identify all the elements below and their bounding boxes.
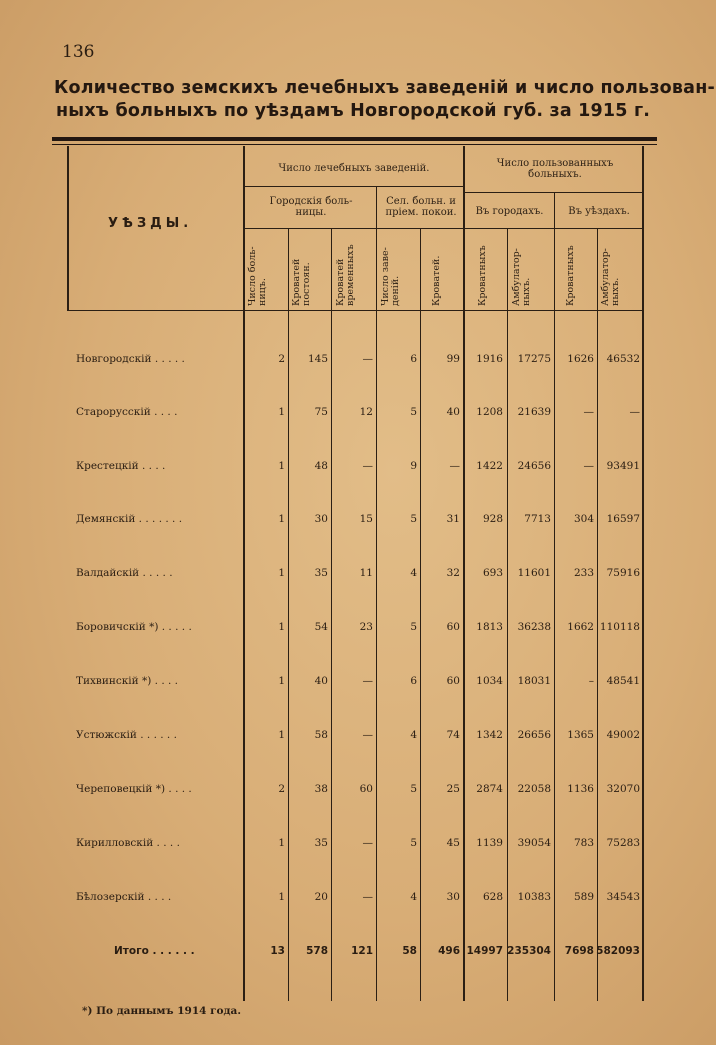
- table-cell: 40: [446, 406, 460, 418]
- table-cell: 58: [314, 729, 328, 741]
- col-header: Амбулатор-ныхъ.: [600, 248, 621, 306]
- uezd-name: Череповецкій *) . . . .: [76, 783, 192, 795]
- table-cell: 6: [410, 353, 417, 365]
- uezd-name: Кирилловскій . . . .: [76, 837, 180, 849]
- table-cell: 496: [438, 945, 460, 957]
- table-cell: —: [583, 406, 594, 418]
- col-divider: [288, 228, 289, 1001]
- table-cell: 1139: [476, 837, 503, 849]
- table-cell: 49002: [606, 729, 640, 741]
- table-cell: —: [583, 460, 594, 472]
- col-header: Кроватныхъ: [477, 245, 488, 306]
- subgroup-divider-1: [376, 186, 377, 1001]
- table-cell: 2: [278, 353, 285, 365]
- table-cell: 1: [278, 567, 285, 579]
- table-cell: —: [449, 460, 460, 472]
- table-cell: 2874: [476, 783, 503, 795]
- table-cell: 1365: [567, 729, 594, 741]
- top-rule: [52, 137, 657, 141]
- table-cell: 32: [446, 567, 460, 579]
- table-cell: 1: [278, 675, 285, 687]
- table-cell: 16597: [606, 513, 640, 525]
- uezd-name: Демянскій . . . . . . .: [76, 513, 183, 525]
- table-cell: —: [362, 891, 373, 903]
- table-cell: 17275: [517, 353, 551, 365]
- table-cell: 74: [446, 729, 460, 741]
- table-cell: 304: [573, 513, 594, 525]
- table-cell: 48541: [606, 675, 640, 687]
- table-cell: 5: [410, 837, 417, 849]
- uezd-name: Крестецкій . . . .: [76, 460, 166, 472]
- table-cell: 1: [278, 891, 285, 903]
- table-cell: 1: [278, 513, 285, 525]
- col-header: Число боль-ницъ.: [247, 246, 268, 306]
- table-cell: 11: [359, 567, 373, 579]
- table-cell: 589: [573, 891, 594, 903]
- table-cell: 1208: [476, 406, 503, 418]
- table-cell: 25: [446, 783, 460, 795]
- table-cell: 12: [359, 406, 373, 418]
- table-cell: —: [362, 729, 373, 741]
- header-bottom-rule: [67, 310, 644, 311]
- table-cell: —: [362, 460, 373, 472]
- uezd-name: Боровичскій *) . . . . .: [76, 621, 192, 633]
- table-cell: 75: [314, 406, 328, 418]
- table-cell: 10383: [517, 891, 551, 903]
- table-cell: 35: [314, 837, 328, 849]
- uezdy-header: УѢЗДЫ.: [108, 216, 193, 231]
- subheader-city-hospitals: Городскія боль-ницы.: [269, 196, 353, 218]
- group-header-institutions: Число лечебныхъ заведеній.: [278, 163, 430, 174]
- table-cell: 693: [482, 567, 503, 579]
- table-cell: 1: [278, 406, 285, 418]
- table-cell: 60: [359, 783, 373, 795]
- col-divider: [597, 228, 598, 1001]
- table-cell: 233: [573, 567, 594, 579]
- table-cell: 14997: [466, 945, 503, 957]
- table-cell: 1662: [567, 621, 594, 633]
- top-rule-thin: [52, 144, 657, 145]
- table-cell: 9: [410, 460, 417, 472]
- table-cell: 20: [314, 891, 328, 903]
- table-cell: 1422: [476, 460, 503, 472]
- uezd-name: Устюжскій . . . . . .: [76, 729, 177, 741]
- table-cell: 1: [278, 460, 285, 472]
- table-cell: —: [362, 675, 373, 687]
- table-cell: 7713: [524, 513, 551, 525]
- col-divider: [420, 228, 421, 1001]
- table-left-border: [67, 146, 69, 311]
- table-cell: 1813: [476, 621, 503, 633]
- table-cell: 4: [410, 729, 417, 741]
- table-cell: 1: [278, 729, 285, 741]
- table-cell: 578: [306, 945, 328, 957]
- uezd-name: Новгородскій . . . . .: [76, 353, 185, 365]
- table-cell: —: [362, 353, 373, 365]
- subheader-rural-hospitals: Сел. больн. и пріем. покои.: [385, 196, 457, 218]
- table-cell: 38: [314, 783, 328, 795]
- table-cell: 1034: [476, 675, 503, 687]
- col-header: Кроватныхъ: [565, 245, 576, 306]
- table-cell: 7698: [564, 945, 594, 957]
- table-cell: 39054: [517, 837, 551, 849]
- col-divider: [331, 228, 332, 1001]
- table-cell: 75283: [606, 837, 640, 849]
- table-cell: 6: [410, 675, 417, 687]
- subheader-in-uezds: Въ уѣздахъ.: [568, 206, 630, 217]
- table-cell: 235304: [507, 945, 551, 957]
- table-cell: 145: [307, 353, 328, 365]
- table-cell: 1626: [567, 353, 594, 365]
- subgroup-divider-2: [554, 192, 555, 1001]
- table-cell: 36238: [517, 621, 551, 633]
- table-cell: 45: [446, 837, 460, 849]
- table-cell: 26656: [517, 729, 551, 741]
- header-rule-1: [245, 186, 463, 187]
- table-cell: 5: [410, 621, 417, 633]
- table-title-line-2: ныхъ больныхъ по уѣздамъ Новгородской губ. за 1915 г.: [56, 101, 651, 121]
- col-header: Амбулатор-ныхъ.: [511, 248, 532, 306]
- page-number: 136: [62, 42, 95, 62]
- table-cell: 93491: [606, 460, 640, 472]
- table-cell: —: [629, 406, 640, 418]
- table-cell: 928: [482, 513, 503, 525]
- table-cell: 60: [446, 675, 460, 687]
- table-cell: 13: [270, 945, 285, 957]
- uezd-name: Старорусскій . . . .: [76, 406, 178, 418]
- table-cell: 5: [410, 513, 417, 525]
- table-cell: 783: [573, 837, 594, 849]
- table-cell: 30: [446, 891, 460, 903]
- table-cell: —: [362, 837, 373, 849]
- total-label: Итого . . . . . .: [114, 945, 195, 957]
- group-header-patients: Число пользованныхъ больныхъ.: [496, 158, 614, 180]
- table-cell: 75916: [606, 567, 640, 579]
- table-cell: –: [588, 675, 594, 687]
- table-cell: 11601: [517, 567, 551, 579]
- table-cell: 54: [314, 621, 328, 633]
- table-cell: 110118: [599, 621, 640, 633]
- table-cell: 1342: [476, 729, 503, 741]
- table-cell: 40: [314, 675, 328, 687]
- table-cell: 31: [446, 513, 460, 525]
- table-cell: 15: [359, 513, 373, 525]
- table-cell: 48: [314, 460, 328, 472]
- table-title-line-1: Количество земскихъ лечебныхъ заведеній и число пользован-: [54, 78, 715, 98]
- table-cell: 2: [278, 783, 285, 795]
- table-cell: 99: [446, 353, 460, 365]
- table-cell: 582093: [596, 945, 640, 957]
- col-header: Кроватей временныхъ: [335, 244, 356, 306]
- header-rule-1b: [465, 192, 642, 193]
- uezd-name: Валдайскій . . . . .: [76, 567, 173, 579]
- table-cell: 35: [314, 567, 328, 579]
- table-cell: 5: [410, 406, 417, 418]
- table-cell: 1136: [567, 783, 594, 795]
- table-cell: 22058: [517, 783, 551, 795]
- table-right-border: [642, 146, 644, 1001]
- table-cell: 21639: [517, 406, 551, 418]
- table-cell: 4: [410, 567, 417, 579]
- subheader-in-cities: Въ городахъ.: [475, 206, 544, 217]
- header-rule-2: [245, 228, 642, 229]
- table-cell: 60: [446, 621, 460, 633]
- table-cell: 30: [314, 513, 328, 525]
- col-header: Число заве-деній.: [380, 247, 401, 306]
- table-cell: 1916: [476, 353, 503, 365]
- table-cell: 121: [351, 945, 373, 957]
- col-header: Кроватей постоян.: [291, 258, 312, 306]
- uezd-name: Тихвинскій *) . . . .: [76, 675, 179, 687]
- table-cell: 46532: [606, 353, 640, 365]
- table-cell: 58: [402, 945, 417, 957]
- table-cell: 32070: [606, 783, 640, 795]
- table-cell: 34543: [606, 891, 640, 903]
- table-cell: 1: [278, 621, 285, 633]
- col-divider: [507, 228, 508, 1001]
- table-cell: 628: [482, 891, 503, 903]
- table-cell: 5: [410, 783, 417, 795]
- uezd-name: Бѣлозерскій . . . .: [76, 891, 172, 903]
- table-cell: 4: [410, 891, 417, 903]
- footnote: *) По даннымъ 1914 года.: [82, 1005, 241, 1017]
- table-cell: 18031: [517, 675, 551, 687]
- col-header: Кроватей.: [431, 255, 442, 306]
- table-cell: 1: [278, 837, 285, 849]
- table-cell: 24656: [517, 460, 551, 472]
- table-cell: 23: [359, 621, 373, 633]
